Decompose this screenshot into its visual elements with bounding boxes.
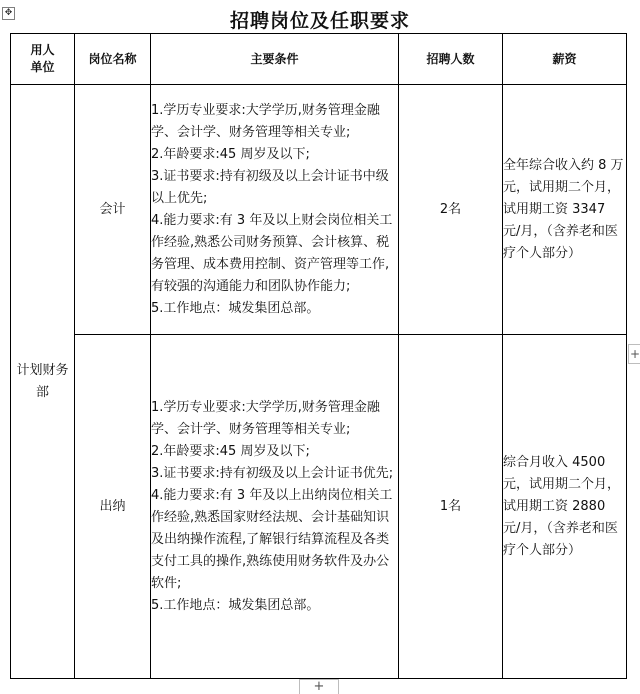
table-move-handle-icon[interactable]: ✥ xyxy=(2,7,15,20)
conditions-cell xyxy=(151,335,399,679)
header-salary: 薪资 xyxy=(503,34,627,85)
conditions-cell xyxy=(151,85,399,335)
salary-cell: 全年综合收入约 8 万元，试用期二个月，试用期工资 3347 元/月，（含养老和医疗个人部分） xyxy=(503,85,627,335)
unit-cell: 计划财务部 xyxy=(11,85,75,679)
count-cell: 2名 xyxy=(399,85,503,335)
table-header-row xyxy=(11,34,627,85)
count-cell: 1名 xyxy=(399,335,503,679)
condition-line: 2.年龄要求:45 周岁及以下; xyxy=(151,146,310,162)
condition-line: 5.工作地点：城发集团总部。 xyxy=(151,300,320,316)
condition-line: 1.学历专业要求:大学学历,财务管理金融学、会计学、财务管理等相关专业; xyxy=(151,102,380,140)
condition-line: 3.证书要求:持有初级及以上会计证书优先; xyxy=(151,465,394,481)
header-conditions: 主要条件 xyxy=(151,34,399,85)
recruitment-table xyxy=(10,33,627,679)
header-count: 招聘人数 xyxy=(399,34,503,85)
header-position: 岗位名称 xyxy=(75,34,151,85)
document-title: 招聘岗位及任职要求 xyxy=(229,10,410,32)
header-unit: 用人单位 xyxy=(11,34,75,85)
condition-line: 4.能力要求:有 3 年及以上出纳岗位相关工作经验,熟悉国家财经法规、会计基础知识及出纳操作流程,了解银行结算流程及各类支付工具的操作,熟练使用财务软件及办公软件; xyxy=(151,487,393,591)
add-column-plus-icon[interactable]: + xyxy=(299,679,339,694)
condition-line: 5.工作地点：城发集团总部。 xyxy=(151,597,320,613)
position-cell: 会计 xyxy=(75,85,151,335)
salary-cell: 综合月收入 4500 元，试用期二个月，试用期工资 2880 元/月，（含养老和医疗个人部分） xyxy=(503,335,627,679)
condition-line: 4.能力要求:有 3 年及以上财会岗位相关工作经验,熟悉公司财务预算、会计核算、税务管理、成本费用控制、资产管理等工作,有较强的沟通能力和团队协作能力; xyxy=(151,212,393,294)
position-cell: 出纳 xyxy=(75,335,151,679)
condition-line: 2.年龄要求:45 周岁及以下; xyxy=(151,443,310,459)
condition-line: 3.证书要求:持有初级及以上会计证书中级以上优先; xyxy=(151,168,389,206)
condition-line: 1.学历专业要求:大学学历,财务管理金融学、会计学、财务管理等相关专业; xyxy=(151,399,380,437)
table-row xyxy=(11,85,627,335)
table-row xyxy=(11,335,627,679)
add-row-plus-icon[interactable]: + xyxy=(628,344,640,364)
